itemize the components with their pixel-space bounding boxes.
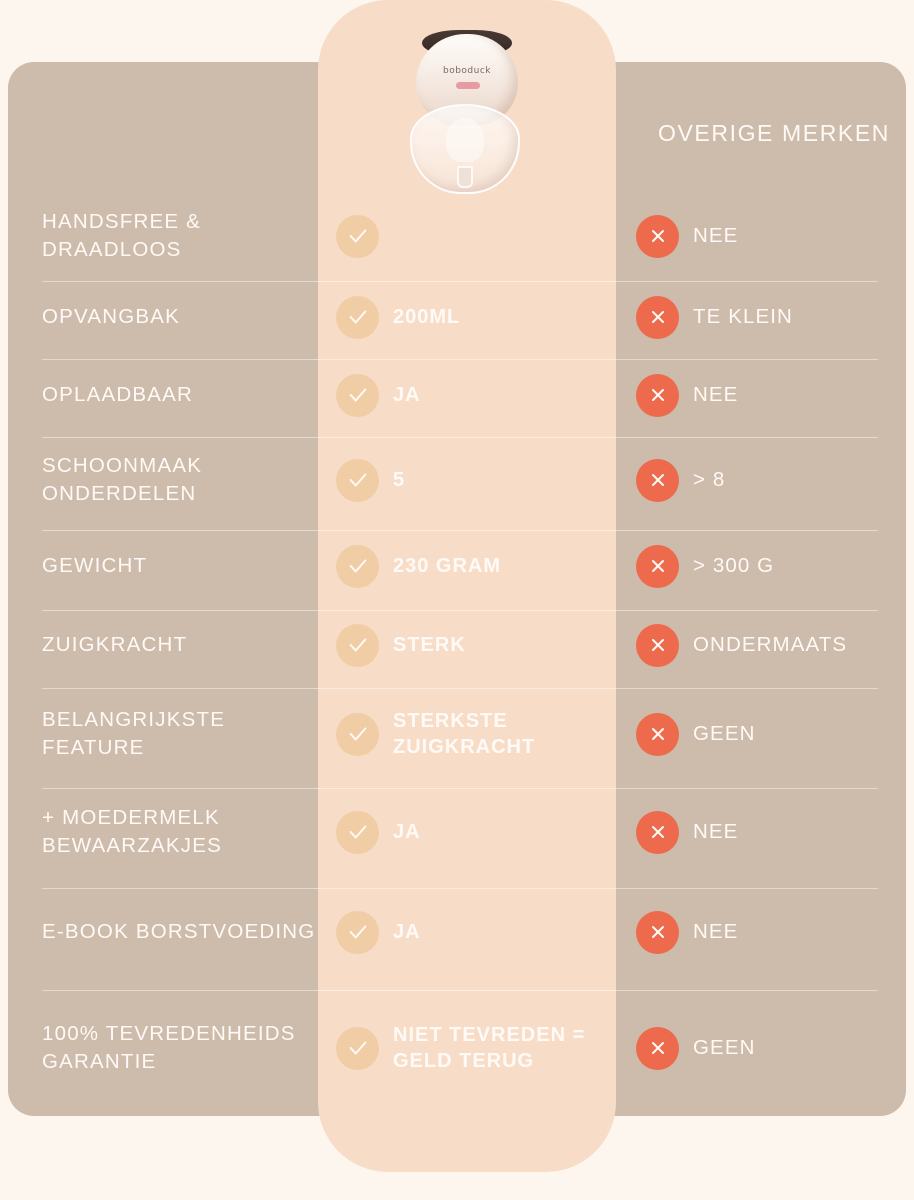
row-product-cell xyxy=(336,911,636,954)
row-label: + MOEDERMELK BEWAARZAKJES xyxy=(42,805,222,857)
cross-icon xyxy=(636,1027,679,1070)
row-other-value: NEE xyxy=(693,819,739,843)
row-other-value: TE KLEIN xyxy=(693,304,793,328)
row-divider xyxy=(42,359,878,360)
row-other-value: GEEN xyxy=(693,1035,756,1059)
row-other-cell xyxy=(636,713,878,756)
table-row xyxy=(42,688,878,780)
check-icon xyxy=(336,374,379,417)
check-icon xyxy=(336,1027,379,1070)
row-other-cell xyxy=(636,459,878,502)
row-divider xyxy=(42,688,878,689)
cross-icon xyxy=(636,624,679,667)
row-divider xyxy=(42,437,878,438)
row-other-cell xyxy=(636,545,878,588)
row-divider xyxy=(42,610,878,611)
row-product-cell xyxy=(336,811,636,854)
row-product-value: JA xyxy=(393,821,421,843)
row-other-value: NEE xyxy=(693,919,739,943)
row-label: SCHOONMAAK ONDERDELEN xyxy=(42,453,203,505)
row-divider xyxy=(42,990,878,991)
check-icon xyxy=(336,545,379,588)
row-product-cell xyxy=(336,708,636,760)
row-other-cell xyxy=(636,1027,878,1070)
cross-icon xyxy=(636,911,679,954)
cross-icon xyxy=(636,811,679,854)
check-icon xyxy=(336,459,379,502)
row-other-value: ONDERMAATS xyxy=(693,632,848,656)
row-product-value: NIET TEVREDEN = GELD TERUG xyxy=(393,1024,586,1072)
row-product-value: STERK xyxy=(393,634,466,656)
row-product-value: 5 xyxy=(393,469,406,491)
cross-icon xyxy=(636,545,679,588)
row-product-value: 200ML xyxy=(393,306,461,328)
check-icon xyxy=(336,296,379,339)
row-product-cell xyxy=(336,215,636,258)
row-label: HANDSFREE & DRAADLOOS xyxy=(42,209,202,261)
row-other-cell xyxy=(636,911,878,954)
row-label: BELANGRIJKSTE FEATURE xyxy=(42,707,226,759)
cross-icon xyxy=(636,296,679,339)
row-label: 100% TEVREDENHEIDS GARANTIE xyxy=(42,1021,296,1073)
row-divider xyxy=(42,281,878,282)
check-icon xyxy=(336,911,379,954)
row-other-value: GEEN xyxy=(693,721,756,745)
check-icon xyxy=(336,713,379,756)
table-row xyxy=(42,281,878,353)
row-other-cell xyxy=(636,811,878,854)
cross-icon xyxy=(636,374,679,417)
check-icon xyxy=(336,215,379,258)
row-product-cell xyxy=(336,459,636,502)
row-other-value: NEE xyxy=(693,223,739,247)
check-icon xyxy=(336,624,379,667)
row-divider xyxy=(42,888,878,889)
row-product-cell xyxy=(336,374,636,417)
table-row xyxy=(42,990,878,1106)
check-icon xyxy=(336,811,379,854)
row-product-cell xyxy=(336,1022,636,1074)
row-label: OPLAADBAAR xyxy=(42,382,193,406)
row-divider xyxy=(42,788,878,789)
row-product-value: JA xyxy=(393,384,421,406)
table-row xyxy=(42,198,878,274)
row-product-value: 230 GRAM xyxy=(393,555,502,577)
row-product-cell xyxy=(336,296,636,339)
table-row xyxy=(42,888,878,976)
table-row xyxy=(42,610,878,680)
row-label: E-BOOK BORSTVOEDING xyxy=(42,919,316,943)
row-label: OPVANGBAK xyxy=(42,304,181,328)
table-row xyxy=(42,530,878,602)
brand-logo: boboduck xyxy=(442,66,491,76)
row-other-cell xyxy=(636,374,878,417)
row-product-value: JA xyxy=(393,921,421,943)
cross-icon xyxy=(636,215,679,258)
row-label: GEWICHT xyxy=(42,553,148,577)
table-row xyxy=(42,437,878,523)
table-row xyxy=(42,359,878,431)
row-other-value: > 8 xyxy=(693,467,726,491)
row-divider xyxy=(42,530,878,531)
row-other-cell xyxy=(636,215,878,258)
row-product-value: STERKSTE ZUIGKRACHT xyxy=(393,710,536,758)
cross-icon xyxy=(636,713,679,756)
table-row xyxy=(42,788,878,876)
row-label: ZUIGKRACHT xyxy=(42,632,188,656)
row-other-cell xyxy=(636,624,878,667)
row-product-cell xyxy=(336,545,636,588)
row-other-value: > 300 G xyxy=(693,553,775,577)
row-other-cell xyxy=(636,296,878,339)
column-header-other-brands: OVERIGE MERKEN xyxy=(658,120,890,146)
row-product-cell xyxy=(336,624,636,667)
row-other-value: NEE xyxy=(693,382,739,406)
cross-icon xyxy=(636,459,679,502)
